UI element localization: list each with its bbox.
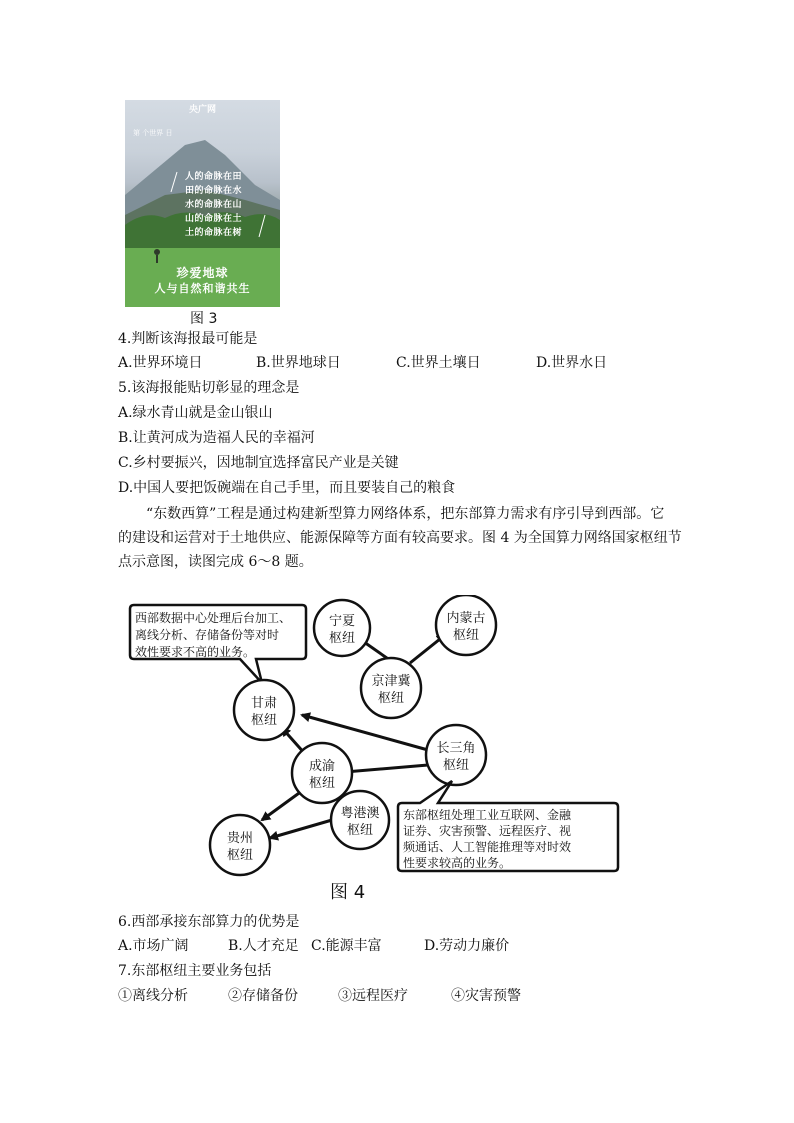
q7-option-4: ④灾害预警 [451,988,521,1004]
q4-option-a: A.世界环境日 [118,355,203,371]
poster-line: 水的命脉在山 [185,200,243,210]
west-box-line: 西部数据中心处理后台加工、 [135,611,292,625]
node-guizhou [210,815,270,875]
node-label: 粤港澳 [340,806,380,821]
node-label: 内蒙古 [446,611,486,626]
q5-option-c: C.乡村要振兴，因地制宜选择富民产业是关键 [118,455,399,471]
q7-stem: 7.东部枢纽主要业务包括 [118,963,272,979]
passage-line-2: 的建设和运营对于土地供应、能源保障等方面有较高要求。图 4 为全国算力网络国家枢纽节 [118,530,682,546]
node-ningxia [314,600,370,656]
west-box-line: 效性要求不高的业务。 [135,645,256,659]
q4-option-d: D.世界水日 [536,355,608,371]
q6-option-c: C.能源丰富 [311,938,382,954]
q4-option-b: B.世界地球日 [256,355,341,371]
q6-option-d: D.劳动力廉价 [424,938,510,954]
passage-line-1: “东数西算”工程是通过构建新型算力网络体系，把东部算力需求有序引导到西部。它 [146,506,665,522]
poster-slogan-1: 珍爱地球 [176,266,229,280]
node-chengyu [292,743,352,803]
node-label: 枢纽 [377,691,405,706]
q5-stem: 5.该海报能贴切彰显的理念是 [118,380,300,396]
q6-option-b: B.人才充足 [228,938,299,954]
node-jingjinji [361,658,421,718]
east-callout-box [398,781,618,871]
node-yuegangao [331,791,389,849]
q5-option-a: A.绿水青山就是金山银山 [118,405,273,421]
node-label: 枢纽 [308,776,336,791]
east-box-line: 证券、灾害预警、远程医疗、视 [403,824,572,838]
east-box-line: 东部枢纽处理工业互联网、金融 [403,808,572,822]
node-label: 京津冀 [371,674,411,689]
node-label: 枢纽 [250,713,278,728]
poster-line: 田的命脉在水 [185,186,243,196]
q7-option-2: ②存储备份 [228,988,298,1004]
node-label: 枢纽 [328,631,356,646]
node-label: 枢纽 [226,848,254,863]
q4-stem: 4.判断该海报最可能是 [118,331,258,347]
node-label: 成渝 [308,759,336,774]
node-label: 枢纽 [346,823,374,838]
node-label: 甘肃 [250,696,278,711]
figure-4-caption: 图 4 [330,882,366,903]
east-box-line: 性要求较高的业务。 [403,856,512,870]
poster-lines [185,170,275,240]
node-neimenggu [436,595,496,655]
node-label: 长三角 [436,741,476,756]
poster-small-text: 第 个世界 日 [133,129,173,137]
q7-option-1: ①离线分析 [118,988,188,1004]
figure-3-caption: 图 3 [190,311,218,327]
q5-option-b: B.让黄河成为造福人民的幸福河 [118,430,315,446]
node-gansu [234,680,294,740]
node-label: 贵州 [226,831,254,846]
poster-line: 山的命脉在土 [185,214,243,224]
poster-slogan-2: 人与自然和谐共生 [154,282,251,295]
poster-brand: 央广网 [188,105,216,115]
poster-image [125,100,280,307]
west-callout-box [130,605,306,683]
poster-line: 人的命脉在田 [185,172,243,182]
poster-line: 土的命脉在树 [185,228,243,238]
q4-option-c: C.世界土壤日 [396,355,481,371]
east-box-line: 频通话、人工智能推理等对时效 [403,840,572,854]
node-changsanjiao [426,725,486,785]
q6-stem: 6.西部承接东部算力的优势是 [118,914,300,930]
q5-option-d: D.中国人要把饭碗端在自己手里，而且要装自己的粮食 [118,480,456,496]
q7-option-3: ③远程医疗 [338,988,408,1004]
node-label: 枢纽 [452,628,480,643]
computing-network-diagram [120,595,620,910]
west-box-line: 离线分析、存储备份等对时 [135,628,280,642]
passage-line-3: 点示意图，读图完成 6～8 题。 [118,554,313,570]
arrow-yuegangao-guizhou [270,820,332,838]
node-label: 枢纽 [442,758,470,773]
node-label: 宁夏 [328,614,356,629]
q6-option-a: A.市场广阔 [118,938,189,954]
